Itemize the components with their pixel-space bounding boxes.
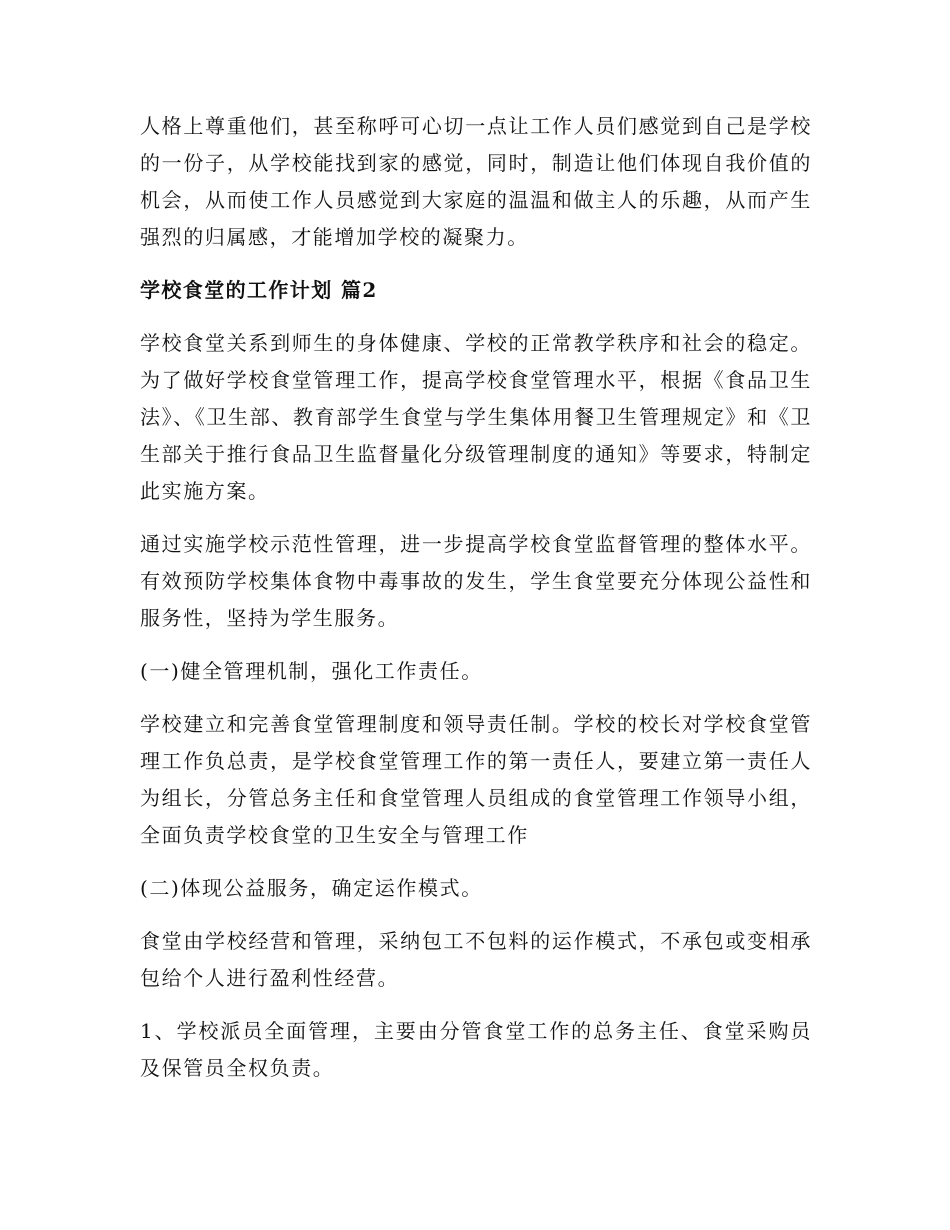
subsection-title-2: (二)体现公益服务，确定运作模式。 [140,876,483,900]
section-heading: 学校食堂的工作计划 篇2 [140,278,378,302]
paragraph-2: 通过实施学校示范性管理，进一步提高学校食堂监督管理的整体水平。有效预防学校集体食物中毒事故的发生，学生食堂要充分体现公益性和服务性，坚持为学生服务。 [140,532,812,630]
paragraph-4: 食堂由学校经营和管理，采纳包工不包料的运作模式，不承包或变相承包给个人进行盈利性经营。 [140,929,812,990]
paragraph-5: 1、学校派员全面管理，主要由分管食堂工作的总务主任、食堂采购员及保管员全权负责。 [140,1019,812,1080]
paragraph-1: 学校食堂关系到师生的身体健康、学校的正常教学秩序和社会的稳定。为了做好学校食堂管理工作，提高学校食堂管理水平，根据《食品卫生法》、《卫生部、教育部学生食堂与学生集体用餐卫生管理规定》和《卫生部关于推行食品卫生监督量化分级管理制度的通知》等要求，特制定此实施方案。 [140,331,812,503]
subsection-title-1: (一)健全管理机制，强化工作责任。 [140,659,483,683]
paragraph-3: 学校建立和完善食堂管理制度和领导责任制。学校的校长对学校食堂管理工作负总责，是学校食堂管理工作的第一责任人，要建立第一责任人为组长，分管总务主任和食堂管理人员组成的食堂管理工作领导小组，全面负责学校食堂的卫生安全与管理工作 [140,712,812,847]
document-page [140,108,812,1103]
paragraph-intro: 人格上尊重他们，甚至称呼可心切一点让工作人员们感觉到自己是学校的一份子，从学校能找到家的感觉，同时，制造让他们体现自我价值的机会，从而使工作人员感觉到大家庭的温温和做主人的乐趣，从而产生强烈的归属感，才能增加学校的凝聚力。 [140,114,812,249]
